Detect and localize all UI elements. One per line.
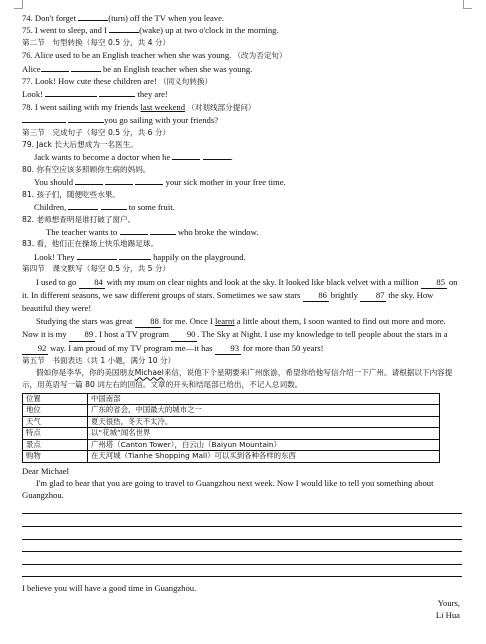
- question-79-answer: Jack wants to become a doctor when he .: [34, 152, 233, 163]
- question-76: 76. Alice used to be an English teacher when she was young. （改为否定句）: [22, 50, 287, 61]
- question-83-answer: Look! They happily on the playground.: [34, 251, 246, 262]
- question-82-answer: The teacher wants to who broke the window.: [46, 226, 259, 237]
- table-row: 特点 以“花城”闻名世界: [23, 428, 440, 440]
- letter-greeting: Dear Michael: [22, 465, 70, 476]
- table-row: 天气 夏天很热，冬天不太冷。: [23, 416, 440, 428]
- section-4-heading: 第四节 课文默写（每空 0.5 分，共 5 分）: [22, 264, 171, 274]
- question-82: 82. 老师想查明是谁打破了窗户。: [22, 214, 136, 224]
- michael-name: Michael: [134, 368, 164, 378]
- question-81: 81. 孩子们，随便吃些水果。: [22, 189, 121, 199]
- question-74: 74. Don't forget (turn) off the TV when you leave.: [22, 13, 225, 23]
- question-77-answer: Look! they are!: [22, 89, 168, 100]
- section-5-heading: 第五节 书面表达（共 1 小题，满分 10 分）: [22, 355, 176, 365]
- writing-line[interactable]: [22, 565, 462, 578]
- writing-line[interactable]: [22, 514, 462, 527]
- writing-line[interactable]: [22, 540, 462, 553]
- question-76-answer: Alice be an English teacher when she was young.: [22, 63, 253, 74]
- writing-line[interactable]: [22, 502, 462, 515]
- question-78-answer: you go sailing with your friends?: [22, 114, 464, 126]
- letter-signature: Li Hua: [435, 610, 460, 621]
- table-row: 景点 广州塔（Canton Tower），白云山（Baiyun Mountain）: [23, 439, 440, 451]
- question-80: 80. 你有空应该多照顾你生病的妈妈。: [22, 164, 151, 174]
- crop-mark-left: [14, 0, 23, 9]
- question-78: 78. I went sailing with my friends last weekend （对划线部分提问）: [22, 101, 256, 112]
- writing-line[interactable]: [22, 527, 462, 540]
- section-3-heading: 第三节 完成句子（每空 0.5 分，共 6 分）: [22, 127, 171, 137]
- crop-mark-right: [463, 0, 472, 9]
- prompt-table: [22, 393, 440, 463]
- question-80-answer: You should your sick mother in your free time.: [34, 177, 286, 188]
- section-2-heading: 第二节 句型转换（每空 0.5 分，共 4 分）: [22, 37, 171, 47]
- letter-closing: I believe you will have a good time in Guangzhou.: [22, 583, 197, 594]
- letter-yours: Yours,: [437, 597, 460, 608]
- question-79: 79. Jack 长大后想成为一名医生。: [22, 140, 138, 150]
- table-row: 位置 中国南部: [23, 393, 440, 405]
- passage-paragraph-2: Studying the stars was great 88 for me. Once I learnt a little about them, I soon wanted to find out more and more. Now it is my 89 . I host a TV program 90 . The Sky at Night. I use my knowledge to tell people about the stars in a 92 way. I am proud of my TV program me—it has 93 for more than 50 years!: [22, 315, 464, 355]
- writing-instructions: 假如你是李华，你的美国朋友Michael来信，说他下个星期要来广州旅游，希望你给他写信介绍一下广州。请根据以下内容提示，用英语写一篇 80 词左右的回信。文章的开头和结尾部已给出，不记入总词数。: [22, 368, 453, 389]
- passage-paragraph-1: I used to go 84 with my mum on clear nights and look at the sky. It looked like black velvet with a million 85 on it. In different seasons, we saw different groups of stars. Sometimes we saw stars 86 brightly 87 the sky. How beautiful they were!: [22, 276, 458, 314]
- letter-opening: I'm glad to hear that you are going to travel to Guangzhou next week. Now I would like to tell you something about Guangzhou.: [22, 477, 434, 501]
- question-81-answer: Children, to some fruit.: [34, 202, 175, 213]
- question-77: 77. Look! How cute these children are! （同义句转换）: [22, 76, 213, 87]
- question-83: 83. 看，他们正在操场上快乐地踢足球。: [22, 239, 158, 249]
- table-row: 地位 广东的省会，中国最大的城市之一: [23, 405, 440, 417]
- writing-line[interactable]: [22, 552, 462, 565]
- table-row: 购物 在天河城（Tianhe Shopping Mall）可以买到各种各样的东西: [23, 451, 440, 463]
- question-75: 75. I went to sleep, and I (wake) up at two o'clock in the morning.: [22, 25, 279, 36]
